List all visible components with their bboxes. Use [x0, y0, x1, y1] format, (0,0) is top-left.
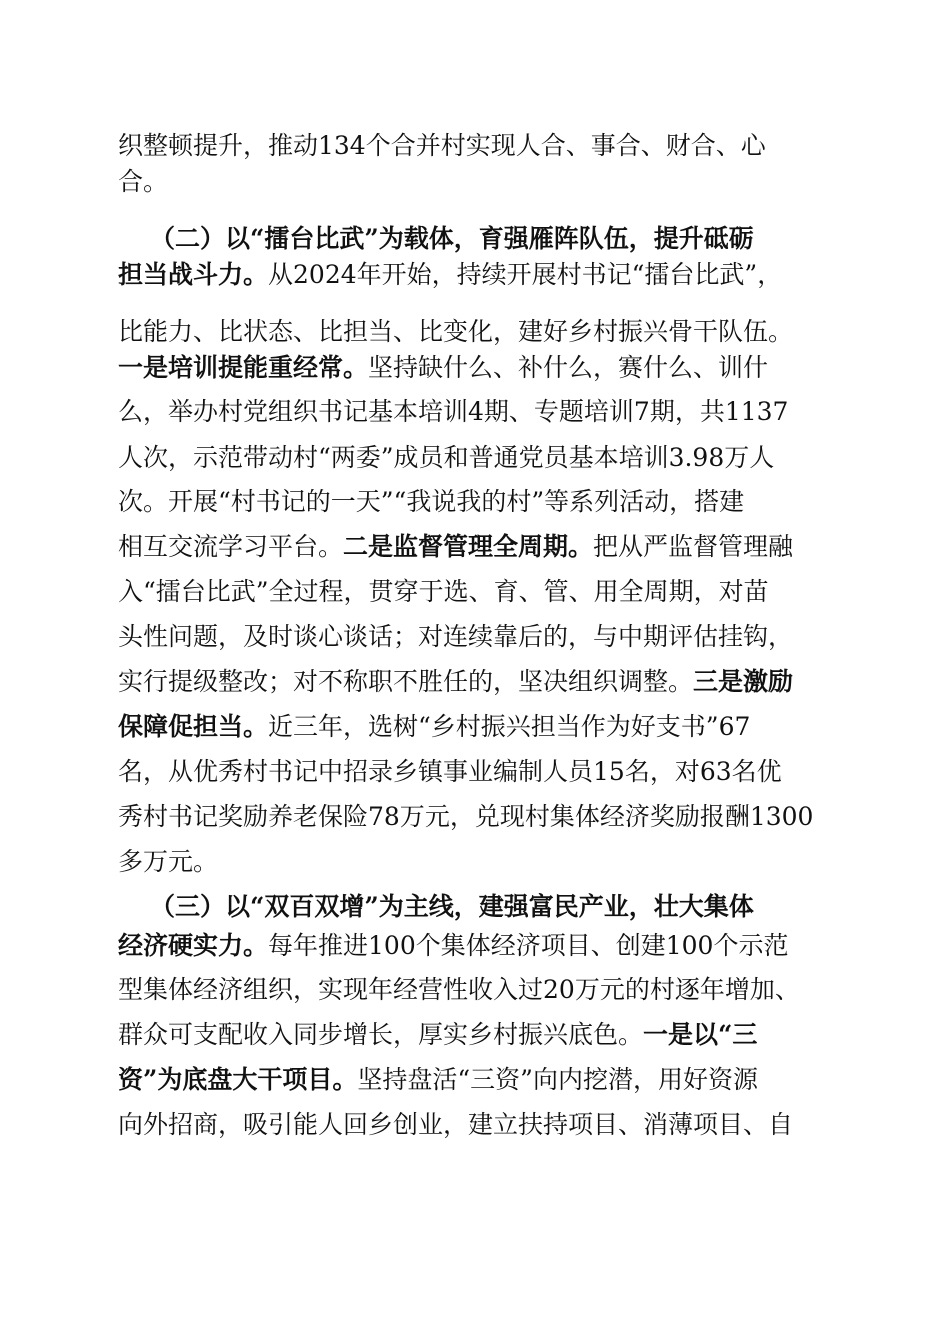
text-line	[118, 972, 818, 1008]
bold-text-segment: 一是以“三	[643, 1020, 758, 1049]
text-segment: 名，从优秀村书记中招录乡镇事业编制人员15名，对63名优	[118, 757, 782, 786]
text-segment: 入“擂台比武”全过程，贯穿于选、育、管、用全周期，对苗	[118, 577, 769, 606]
text-line	[118, 1107, 818, 1143]
text-segment: 头性问题，及时谈心谈话；对连续靠后的，与中期评估挂钩，	[118, 622, 794, 651]
text-line	[118, 664, 818, 700]
text-line	[118, 529, 818, 565]
text-line	[118, 164, 818, 200]
bold-text-segment: 三是激励	[693, 667, 794, 696]
text-segment: 型集体经济组织，实现年经营性收入过20万元的村逐年增加、	[118, 975, 800, 1004]
bold-text-segment: 保障促担当。	[118, 712, 269, 741]
text-segment: 群众可支配收入同步增长，厚实乡村振兴底色。	[118, 1020, 644, 1049]
text-segment: 合。	[118, 167, 169, 196]
text-segment: 坚持缺什么、补什么，赛什么、训什	[368, 353, 769, 382]
text-line	[118, 844, 818, 880]
bold-text-segment: 一是培训提能重经常。	[118, 353, 369, 382]
text-segment: 么，举办村党组织书记基本培训4期、专题培训7期，共1137	[118, 397, 789, 426]
text-segment: 每年推进100个集体经济项目、创建100个示范	[268, 931, 789, 960]
text-line	[118, 1017, 818, 1053]
text-segment: 实行提级整改；对不称职不胜任的，坚决组织调整。	[118, 667, 694, 696]
text-line	[118, 257, 818, 293]
text-segment: 比能力、比状态、比担当、比变化，建好乡村振兴骨干队伍。	[118, 317, 794, 346]
bold-text-segment: 资”为底盘大干项目。	[118, 1065, 358, 1094]
text-line	[118, 619, 818, 655]
text-segment: 把从严监督管理融	[593, 532, 794, 561]
bold-text-segment: 担当战斗力。	[118, 260, 269, 289]
text-segment: 多万元。	[118, 847, 219, 876]
text-segment: 秀村书记奖励养老保险78万元，兑现村集体经济奖励报酬1300	[118, 802, 814, 831]
text-line	[118, 799, 818, 835]
text-segment: 坚持盘活“三资”向内挖潜，用好资源	[357, 1065, 758, 1094]
text-line	[118, 128, 818, 164]
text-segment: 从2024年开始，持续开展村书记“擂台比武”，	[268, 260, 783, 289]
text-line	[118, 484, 818, 520]
bold-text-segment: 二是监督管理全周期。	[343, 532, 594, 561]
bold-text-segment: 经济硬实力。	[118, 931, 269, 960]
text-line	[118, 350, 818, 386]
text-segment: 人次，示范带动村“两委”成员和普通党员基本培训3.98万人	[118, 443, 775, 472]
text-line	[118, 754, 818, 790]
text-line	[118, 1062, 818, 1098]
bold-text-segment: （二）以“擂台比武”为载体，育强雁阵队伍，提升砥砺	[150, 224, 754, 253]
text-line	[118, 574, 818, 610]
text-line	[150, 221, 850, 257]
text-segment: 次。开展“村书记的一天”“我说我的村”等系列活动，搭建	[118, 487, 745, 516]
text-segment: 近三年，选树“乡村振兴担当作为好支书”67	[268, 712, 751, 741]
text-line	[118, 709, 818, 745]
text-line	[118, 314, 818, 350]
text-line	[150, 889, 850, 925]
text-segment: 织整顿提升，推动134个合并村实现人合、事合、财合、心	[118, 131, 766, 160]
bold-text-segment: （三）以“双百双增”为主线，建强富民产业，壮大集体	[150, 892, 754, 921]
text-line	[118, 440, 818, 476]
text-line	[118, 928, 818, 964]
text-segment: 向外招商，吸引能人回乡创业，建立扶持项目、消薄项目、自	[118, 1110, 794, 1139]
text-line	[118, 394, 818, 430]
text-segment: 相互交流学习平台。	[118, 532, 344, 561]
